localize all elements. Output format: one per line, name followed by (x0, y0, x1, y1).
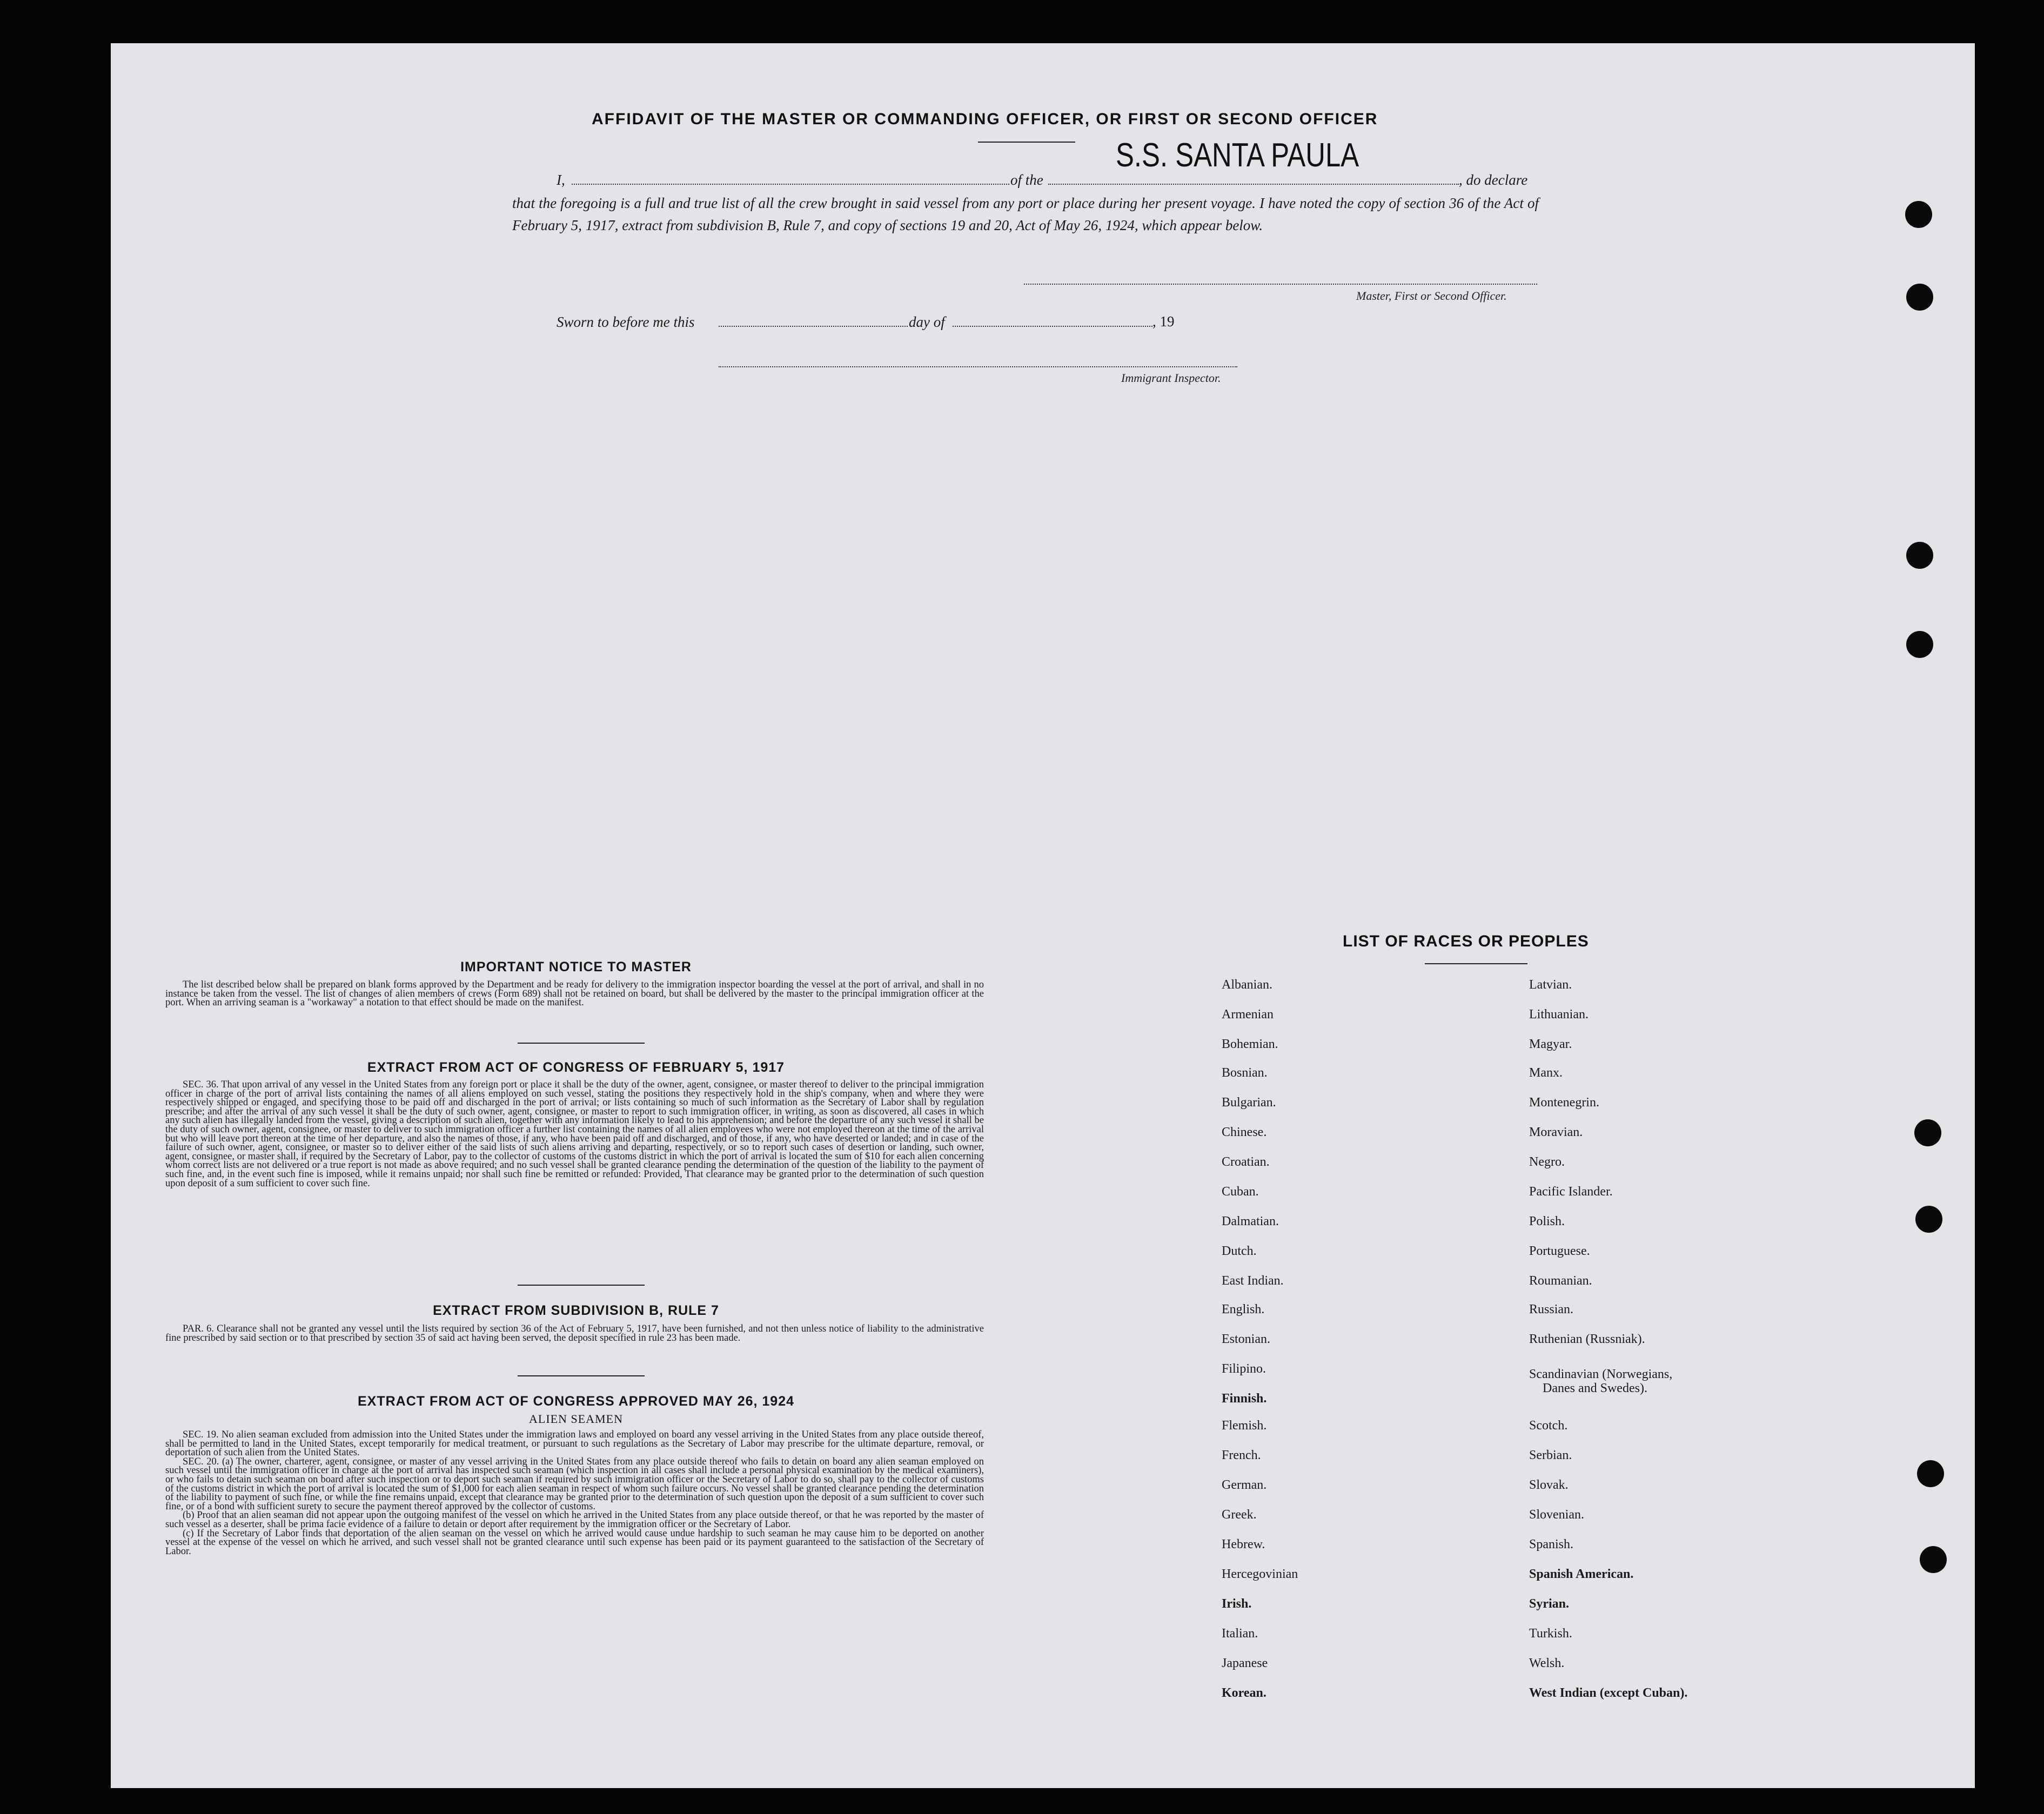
race-item: Hebrew. (1222, 1537, 1265, 1551)
race-item-continuation: Danes and Swedes). (1543, 1381, 1647, 1395)
race-item: Slovak. (1529, 1478, 1569, 1492)
sworn-month-line[interactable] (953, 326, 1152, 327)
race-item: Korean. (1222, 1686, 1266, 1700)
master-signature-label: Master, First or Second Officer. (1356, 289, 1507, 303)
rule7-title: EXTRACT FROM SUBDIVISION B, RULE 7 (433, 1303, 719, 1318)
race-item: East Indian. (1222, 1274, 1284, 1288)
punch-hole (1917, 1460, 1944, 1487)
race-item: Bulgarian. (1222, 1096, 1276, 1110)
affidavit-title: AFFIDAVIT OF THE MASTER OR COMMANDING OFFICER, OR FIRST OR SECOND OFFICER (592, 110, 1378, 128)
i-label: I, (557, 172, 565, 188)
do-declare-label: , do declare (1459, 172, 1528, 188)
section-divider (518, 1285, 645, 1286)
extract-1917-body (165, 1080, 984, 1188)
race-item: Chinese. (1222, 1125, 1267, 1139)
race-item: Portuguese. (1529, 1244, 1590, 1258)
race-item: Turkish. (1529, 1627, 1572, 1641)
section-36-paragraph: SEC. 36. That upon arrival of any vessel in the United States from any foreign port or place it shall be the duty of the owner, agent, consignee, or master thereof to deliver to the principal immigration officer in charge of the port of arrival lists containing the names of all aliens employed on such vessel, stating the positions they respectively hold in the ship's company, when and where they were respectively shipped or engaged, and specifying those to be paid off and discharged in the port of arrival; or lists containing so much of such information as the Secretary of Labor shall by regulation prescribe; and after the arrival of any such vessel it shall be the duty of such owner, agent, consignee, or master to report to such immigration officer, in writing, as soon as discovered, all cases in which any such alien has illegally landed from the vessel, giving a description of such alien, together with any information likely to lead to his apprehension; and before the departure of any such vessel it shall be the duty of such owner, agent, consignee, or master to deliver to such immigration officer a further list containing the names of all alien employees who were not employed thereon at the time of the arrival but who will leave port thereon at the time of her departure, and also the names of those, if any, who have been paid off and discharged, and of those, if any, who have deserted or landed; and in case of the failure of such owner, agent, consignee, or master so to deliver either of the said lists of such aliens arriving and departing, respectively, or so to report such cases of desertion or landing, such owner, agent, consignee, or master shall, if required by the Secretary of Labor, pay to the collector of customs of the customs district in which the port of arrival is located the sum of $10 for each alien concerning whom correct lists are not delivered or a true report is not made as above required; and no such vessel shall be granted clearance pending the determination of the question of the liability to the payment of such fine, and, in the event such fine is imposed, while it remains unpaid; nor shall such fine be remitted or refunded: Provided, That clearance may be granted prior to the determination of such question upon deposit of a sum sufficient to cover such fine. (165, 1079, 984, 1189)
race-item: Estonian. (1222, 1332, 1270, 1346)
race-item: Hercegovinian (1222, 1567, 1298, 1581)
affidavit-statement: that the foregoing is a full and true list of all the crew brought in said vessel from any port or place during her present voyage. I have noted the copy of section 36 of the Act of February 5, 1917, extract from subdivision B, Rule 7, and copy of sections 19 and 20, Act of May 26, 1924, which appear below. (512, 195, 1539, 233)
race-item: German. (1222, 1478, 1267, 1492)
race-item: Pacific Islander. (1529, 1185, 1613, 1199)
extract-1917-title: EXTRACT FROM ACT OF CONGRESS OF FEBRUARY 5, 1917 (367, 1060, 785, 1075)
race-item: Croatian. (1222, 1155, 1270, 1169)
officer-name-line[interactable] (572, 184, 1009, 185)
race-item: Armenian (1222, 1007, 1274, 1022)
of-the-label: of the (1010, 172, 1043, 188)
race-item: Greek. (1222, 1508, 1257, 1522)
race-item: Russian. (1529, 1302, 1574, 1316)
vessel-name: S.S. SANTA PAULA (1116, 137, 1359, 174)
section-divider (518, 1043, 645, 1044)
punch-hole (1906, 631, 1933, 658)
year-label: , 19 (1152, 313, 1175, 330)
race-item: Negro. (1529, 1155, 1565, 1169)
race-item: Irish. (1222, 1597, 1252, 1611)
inspector-signature-line[interactable] (719, 366, 1237, 367)
race-item: Albanian. (1222, 978, 1272, 992)
race-item: Slovenian. (1529, 1508, 1584, 1522)
race-item: Finnish. (1222, 1392, 1267, 1406)
race-item: Filipino. (1222, 1362, 1266, 1376)
inspector-signature-label: Immigrant Inspector. (1121, 371, 1221, 385)
vessel-name-line[interactable] (1048, 184, 1459, 185)
sec-20b-paragraph: (b) Proof that an alien seaman did not appear upon the outgoing manifest of the vessel on which he arrived in the United States from any place outside thereof, or that he was reported by the master of such vessel as a deserter, shall be prima facie evidence of a failure to detain or deport after requirement by the immigration officer or the Secretary of Labor. (165, 1510, 984, 1530)
par-6-paragraph: PAR. 6. Clearance shall not be granted any vessel until the lists required by section 36 of the Act of February 5, 1917, have been furnished, and not then unless notice of liability to the administrative fine prescribed by said section or to that prescribed by section 35 of said act having been served, the deposit specified in rule 23 has been made. (165, 1323, 984, 1343)
race-item: Welsh. (1529, 1656, 1565, 1670)
punch-hole (1905, 201, 1932, 228)
race-item: Bosnian. (1222, 1066, 1268, 1080)
race-item: Spanish. (1529, 1537, 1574, 1551)
sec-19-paragraph: SEC. 19. No alien seaman excluded from admission into the United States under the immigration laws and employed on board any vessel arriving in the United States from any place outside thereof, shall be permitted to land in the United States, except temporarily for medical treatment, or pursuant to such regulations as the Secretary of Labor may prescribe for the ultimate departure, removal, or deportation of such alien from the United States. (165, 1429, 984, 1459)
sec-20a-paragraph: SEC. 20. (a) The owner, charterer, agent, consignee, or master of any vessel arriving in the United States from any place outside thereof who fails to detain on board any alien seaman employed on such vessel until the immigration officer in charge at the port of arrival has inspected such seaman (which inspection in all cases shall include a personal physical examination by the medical examiners), or who fails to detain such seaman on board after such inspection or to deport such seaman if required by such immigration officer or the Secretary of Labor to do so, shall pay to the collector of customs of the customs district in which the port of arrival is located the sum of $1,000 for each alien seaman in respect of whom such failure occurs. No vessel shall be granted clearance pending the determination of the liability to payment of such fine, or while the fine remains unpaid, except that clearance may be granted prior to the determination of such question upon the deposit of a sum sufficient to cover such fine, or of a bond with sufficient surety to secure the payment thereof approved by the collector of customs. (165, 1456, 984, 1512)
race-item: Latvian. (1529, 978, 1572, 992)
race-item: Lithuanian. (1529, 1007, 1589, 1022)
sworn-day-line[interactable] (719, 326, 908, 327)
race-item: French. (1222, 1448, 1261, 1462)
race-item: Scandinavian (Norwegians, (1529, 1367, 1673, 1381)
alien-seamen-subtitle: ALIEN SEAMEN (529, 1412, 623, 1426)
punch-hole (1914, 1119, 1941, 1146)
punch-hole (1906, 284, 1933, 311)
race-item: Magyar. (1529, 1037, 1572, 1051)
race-item: Ruthenian (Russniak). (1529, 1332, 1645, 1346)
notice-title: IMPORTANT NOTICE TO MASTER (460, 959, 692, 975)
day-of-label: day of (909, 314, 945, 330)
race-item: Syrian. (1529, 1597, 1570, 1611)
race-item: Roumanian. (1529, 1274, 1592, 1288)
sworn-label: Sworn to before me this (557, 314, 695, 330)
race-item: Cuban. (1222, 1185, 1259, 1199)
race-item: Polish. (1529, 1214, 1565, 1228)
punch-hole (1915, 1206, 1942, 1233)
race-item: Dalmatian. (1222, 1214, 1279, 1228)
race-item: Scotch. (1529, 1419, 1568, 1433)
race-item: Bohemian. (1222, 1037, 1278, 1051)
title-divider (978, 142, 1075, 143)
notice-paragraph: The list described below shall be prepared on blank forms approved by the Department and be ready for delivery to the immigration inspector boarding the vessel at the port of arrival, and shall in no instance be taken from the vessel. The list of changes of alien members of crews (Form 689) shall not be retained on board, but shall be delivered by the master to the principal immigration officer at the port. When an arriving seaman is a "workaway" a notation to that effect should be made on the manifest. (165, 979, 984, 1009)
race-item: Italian. (1222, 1627, 1258, 1641)
race-item: Montenegrin. (1529, 1096, 1599, 1110)
races-title: LIST OF RACES OR PEOPLES (1343, 932, 1589, 950)
punch-hole (1920, 1546, 1947, 1573)
punch-hole (1906, 542, 1933, 569)
race-item: Flemish. (1222, 1419, 1267, 1433)
race-item: Japanese (1222, 1656, 1268, 1670)
sec-20c-paragraph: (c) If the Secretary of Labor finds that deportation of the alien seaman on the vessel on which he arrived would cause undue hardship to such seaman he may cause him to be deported on another vessel at the expense of the vessel on which he arrived, and such vessel shall not be granted clearance until such expense has been paid or its payment guaranteed to the satisfaction of the Secretary of Labor. (165, 1528, 984, 1557)
race-item: Moravian. (1529, 1125, 1583, 1139)
notice-body (165, 980, 984, 1007)
race-item: Serbian. (1529, 1448, 1572, 1462)
master-signature-line[interactable] (1024, 284, 1537, 285)
extract-1924-body (165, 1430, 984, 1556)
race-item: Manx. (1529, 1066, 1563, 1080)
race-item: West Indian (except Cuban). (1529, 1686, 1688, 1700)
rule7-body (165, 1325, 984, 1342)
races-divider (1425, 963, 1527, 964)
race-item: English. (1222, 1302, 1265, 1316)
extract-1924-title: EXTRACT FROM ACT OF CONGRESS APPROVED MAY 26, 1924 (357, 1394, 795, 1409)
race-item: Spanish American. (1529, 1567, 1634, 1581)
race-item: Dutch. (1222, 1244, 1257, 1258)
section-divider (518, 1375, 645, 1376)
